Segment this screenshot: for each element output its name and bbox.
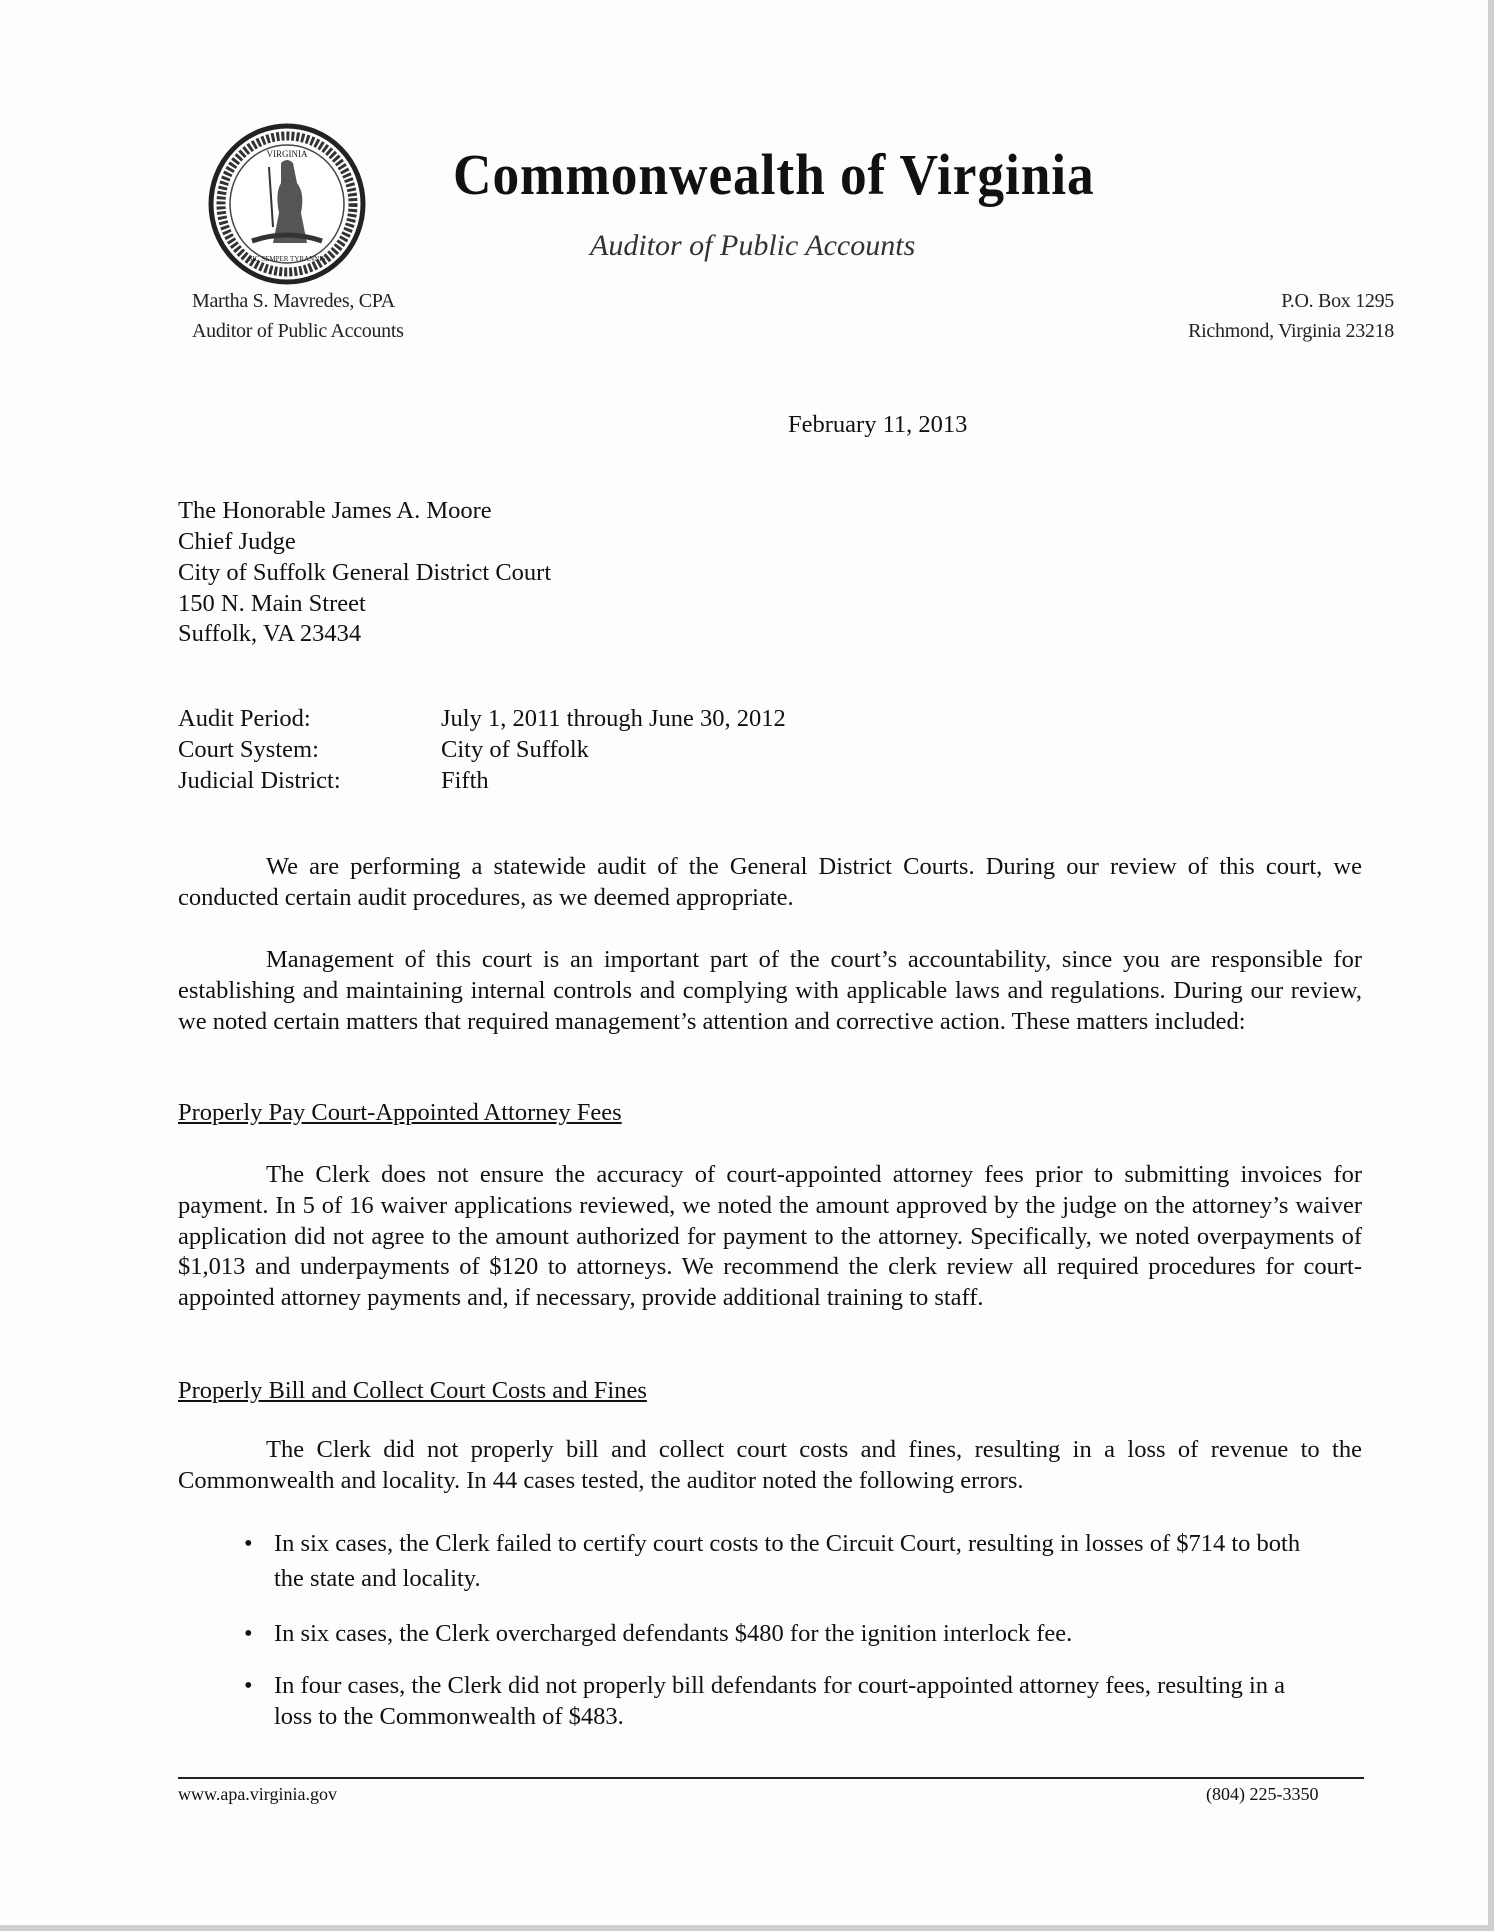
recipient-line: The Honorable James A. Moore bbox=[178, 497, 492, 524]
audit-period-value: July 1, 2011 through June 30, 2012 bbox=[441, 705, 786, 732]
section-heading-attorney-fees: Properly Pay Court-Appointed Attorney Fees bbox=[178, 1099, 622, 1126]
judicial-district-value: Fifth bbox=[441, 767, 489, 794]
recipient-line: City of Suffolk General District Court bbox=[178, 559, 552, 586]
letterhead-title: Commonwealth of Virginia bbox=[453, 142, 1095, 207]
footer-website: www.apa.virginia.gov bbox=[178, 1784, 337, 1804]
bullet-icon: • bbox=[244, 1672, 253, 1699]
po-box: P.O. Box 1295 bbox=[1281, 290, 1394, 312]
svg-text:SIC SEMPER TYRANNIS: SIC SEMPER TYRANNIS bbox=[248, 255, 326, 263]
list-item: • In four cases, the Clerk did not properly bill defendants for court-appointed attorney fees, resulting in a loss to the Commonwealth of $483. bbox=[244, 1672, 1285, 1730]
auditor-name: Martha S. Mavredes, CPA bbox=[192, 290, 395, 312]
list-item: • In six cases, the Clerk failed to certify court costs to the Circuit Court, resulting in losses of $714 to both the state and locality. bbox=[274, 1526, 1314, 1596]
judicial-district-label: Judicial District: bbox=[178, 767, 341, 794]
recipient-line: Suffolk, VA 23434 bbox=[178, 620, 362, 647]
footer-divider bbox=[178, 1777, 1364, 1779]
paragraph-attorney-fees: The Clerk does not ensure the accuracy of court-appointed attorney fees prior to submitting invoices for payment. In 5 of 16 waiver applications reviewed, we noted the amount approved by the judge on the attorney’s waiver application did not agree to the amount authorized for payment to the attorney. Specifically, we noted overpayments of $1,013 and underpayments of $120 to attorneys. We recommend the clerk review all required procedures for court-appointed attorney payments and, if necessary, provide additional training to staff. bbox=[178, 1161, 1362, 1312]
paragraph-court-costs: The Clerk did not properly bill and collect court costs and fines, resulting in a loss of revenue to the Commonwealth and locality. In 44 cases tested, the auditor noted the following errors. bbox=[178, 1436, 1362, 1494]
virginia-seal-icon bbox=[207, 123, 367, 286]
city-address: Richmond, Virginia 23218 bbox=[1188, 320, 1394, 342]
paragraph-management: Management of this court is an important part of the court’s accountability, since you are responsible for establishing and maintaining internal controls and complying with applicable laws and regulations. During our review, we noted certain matters that required management’s attention and corrective action. These matters included: bbox=[178, 946, 1362, 1035]
bullet-icon: • bbox=[244, 1530, 253, 1557]
letterhead-subtitle: Auditor of Public Accounts bbox=[590, 229, 916, 262]
letter-date: February 11, 2013 bbox=[788, 411, 968, 438]
court-system-label: Court System: bbox=[178, 736, 319, 763]
footer-phone: (804) 225-3350 bbox=[1206, 1784, 1319, 1804]
svg-text:VIRGINIA: VIRGINIA bbox=[266, 149, 308, 159]
court-system-value: City of Suffolk bbox=[441, 736, 589, 763]
recipient-line: 150 N. Main Street bbox=[178, 590, 366, 617]
section-heading-court-costs: Properly Bill and Collect Court Costs and Fines bbox=[178, 1377, 647, 1404]
recipient-line: Chief Judge bbox=[178, 528, 296, 555]
auditor-title: Auditor of Public Accounts bbox=[192, 320, 404, 342]
list-item: • In six cases, the Clerk overcharged defendants $480 for the ignition interlock fee. bbox=[274, 1616, 1314, 1651]
bullet-icon: • bbox=[244, 1620, 253, 1647]
paragraph-intro: We are performing a statewide audit of the General District Courts. During our review of this court, we conducted certain audit procedures, as we deemed appropriate. bbox=[178, 853, 1362, 911]
audit-period-label: Audit Period: bbox=[178, 705, 311, 732]
